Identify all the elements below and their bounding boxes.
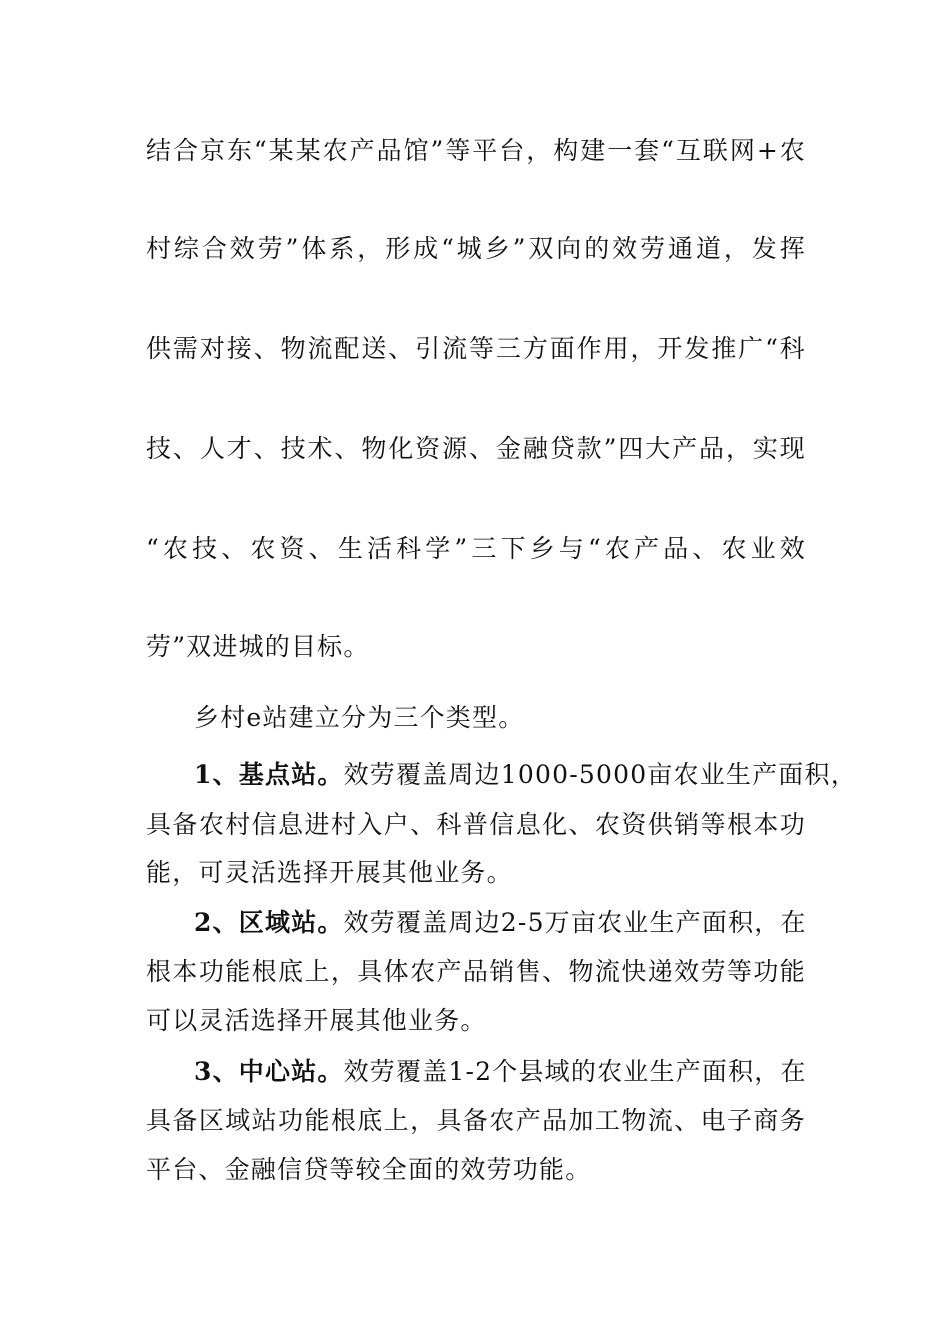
paragraph-line: “农技、农资、生活科学”三下乡与“农产品、农业效 [146,534,806,563]
paragraph-line: 供需对接、物流配送、引流等三方面作用，开发推广“科 [146,334,806,363]
paragraph-line: 技、人才、技术、物化资源、金融贷款”四大产品，实现 [146,434,806,463]
station-1-line: 具备农村信息进村入户、科普信息化、农资供销等根本功 [146,810,806,839]
station-2-line: 可以灵活选择开展其他业务。 [146,1006,487,1035]
station-3-first-line [194,1057,806,1087]
station-1-text: 效劳覆盖周边1000-5000亩农业生产面积， [343,760,857,789]
station-1-first-line [194,760,857,790]
station-3-title: 3、中心站。 [194,1057,344,1086]
station-3-text: 效劳覆盖1-2个县域的农业生产面积，在 [343,1057,807,1086]
station-1-title: 1、基点站。 [194,760,344,789]
paragraph-line: 劳”双进城的目标。 [146,632,370,661]
station-2-line: 根本功能根底上，具体农产品销售、物流快递效劳等功能 [146,957,806,986]
station-2-title: 2、区域站。 [194,908,344,937]
types-intro: 乡村e站建立分为三个类型。 [194,703,525,732]
station-3-line: 具备区域站功能根底上，具备农产品加工物流、电子商务 [146,1106,806,1135]
paragraph-line: 村综合效劳”体系，形成“城乡”双向的效劳通道，发挥 [146,234,806,263]
station-2-text: 效劳覆盖周边2-5万亩农业生产面积，在 [343,908,807,937]
paragraph-line: 结合京东“某某农产品馆”等平台，构建一套“互联网+农 [146,136,806,165]
station-1-line: 能，可灵活选择开展其他业务。 [146,858,513,887]
station-2-first-line [194,908,806,938]
station-3-line: 平台、金融信贷等较全面的效劳功能。 [146,1155,592,1184]
